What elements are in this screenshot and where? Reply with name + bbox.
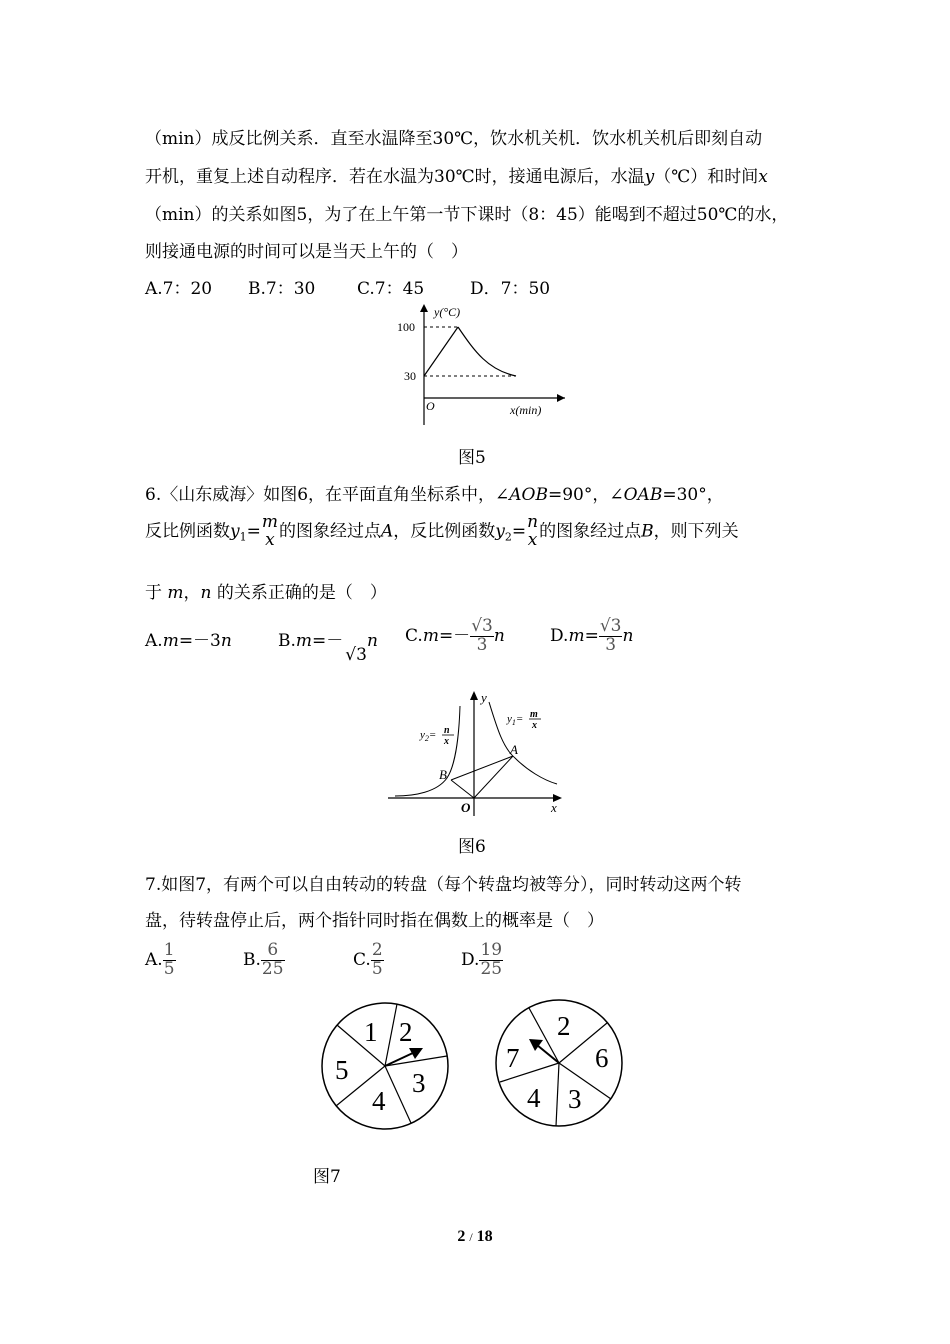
q6-option-a: A.m=－3n [145, 631, 232, 651]
fig5-y-label: y(°C) [434, 305, 461, 319]
q5-option-d: D．7：50 [470, 279, 551, 299]
spinner-2-divider [529, 1008, 559, 1063]
fig5-x-arrow [557, 394, 565, 402]
q6-line2: 反比例函数$y_1=$ m x 的图象经过点A，反比例函数$y_2=$ n x 的图象经过点B，则下列关 [145, 512, 739, 550]
fig5-tick-30: 30 [404, 369, 416, 383]
q7-option-a: A. $\frac{1}{5}$ [145, 940, 175, 979]
q7-option-c: C. $\frac{2}{5}$ [353, 940, 383, 979]
q7-line2: 盘，待转盘停止后，两个指针同时指在偶数上的概率是（ ） [145, 911, 604, 931]
spinner-1-label-5: 5 [335, 1055, 349, 1085]
spinner-1-label-3: 3 [412, 1068, 426, 1098]
q5-option-a: A.7：20 [145, 279, 213, 299]
spinner-1-label-1: 1 [364, 1017, 378, 1047]
fig5-tick-100: 100 [397, 320, 415, 334]
spinner-2-pointer [537, 1045, 559, 1063]
q6-option-c: C.m=－ $\frac{√3}{3}$ n [405, 616, 505, 655]
spinner-1-label-2: 2 [399, 1017, 413, 1047]
q5-line3: （min）的关系如图5，为了在上午第一节下课时（8：45）能喝到不超过50℃的水， [145, 205, 789, 225]
fig6-point-b: B [439, 767, 447, 782]
figure-6 [385, 688, 570, 820]
q5-line2: 开机，重复上述自动程序．若在水温为30℃时，接通电源后，水温y（℃）和时间x [145, 167, 768, 187]
fig6-y-label: y [481, 690, 487, 705]
fig6-y1-den: x [532, 720, 537, 731]
spinner-2-label-6: 6 [595, 1043, 609, 1073]
fig5-heating-line [424, 327, 458, 376]
fig6-curve-y2 [395, 706, 460, 796]
q5-line1: （min）成反比例关系．直至水温降至30℃，饮水机关机．饮水机关机后即刻自动 [145, 129, 763, 149]
fig5-x-label: x(min) [510, 403, 542, 417]
spinner-2-divider [556, 1063, 559, 1126]
fig6-segment-ob [451, 780, 474, 798]
page-number: 2 / 18 [457, 1228, 493, 1245]
fig5-cooling-curve [458, 327, 516, 376]
fig5-origin: O [426, 399, 435, 413]
q5-option-b: B.7：30 [248, 279, 316, 299]
fig6-point-a: A [510, 742, 518, 757]
figure-5 [380, 300, 580, 430]
fig6-origin: O [461, 800, 471, 815]
spinner-2-label-2: 2 [557, 1011, 571, 1041]
fig6-y2-label: $y_2=$ [420, 729, 437, 743]
spinner-1-divider [385, 1004, 397, 1066]
q6-line3: 于 m，n 的关系正确的是（ ） [145, 583, 387, 603]
figure-7 [315, 995, 635, 1140]
spinner-2-label-4: 4 [527, 1083, 541, 1113]
fig6-y1-label: $y_1=$ [507, 713, 524, 727]
q5-option-c: C.7：45 [357, 279, 425, 299]
fig6-segment-ab [451, 756, 513, 780]
spinner-1-divider [385, 1066, 411, 1123]
fig6-caption: 图6 [458, 837, 486, 857]
spinner-2 [496, 1000, 622, 1126]
spinner-1-label-4: 4 [372, 1086, 386, 1116]
q6-option-d: D.m= $\frac{√3}{3}$ n [550, 616, 634, 655]
q6-option-b: B.m=－√3n [278, 631, 378, 665]
fig6-segment-oa [474, 756, 513, 798]
fig5-caption: 图5 [458, 448, 486, 468]
spinner-2-label-3: 3 [568, 1084, 582, 1114]
fig7-caption: 图7 [313, 1167, 341, 1187]
fig6-y-arrow [470, 691, 478, 700]
q7-line1: 7.如图7，有两个可以自由转动的转盘（每个转盘均被等分），同时转动这两个转 [145, 875, 742, 895]
spinner-2-label-7: 7 [506, 1043, 520, 1073]
q5-line4: 则接通电源的时间可以是当天上午的（ ） [145, 242, 468, 262]
fig5-y-arrow [420, 304, 428, 312]
fig6-y1-num: m [530, 709, 538, 720]
fig6-y2-num: n [444, 725, 450, 736]
q7-option-b: B. $\frac{6}{25}$ [243, 940, 284, 979]
fig6-x-label: x [551, 800, 557, 815]
q6-line1: 6.〈山东威海〉如图6，在平面直角坐标系中，∠AOB=90°，∠OAB=30°， [145, 485, 724, 505]
spinner-1 [322, 1003, 448, 1129]
fig6-y2-den: x [444, 736, 449, 747]
q7-option-d: D. $\frac{19}{25}$ [461, 940, 503, 979]
